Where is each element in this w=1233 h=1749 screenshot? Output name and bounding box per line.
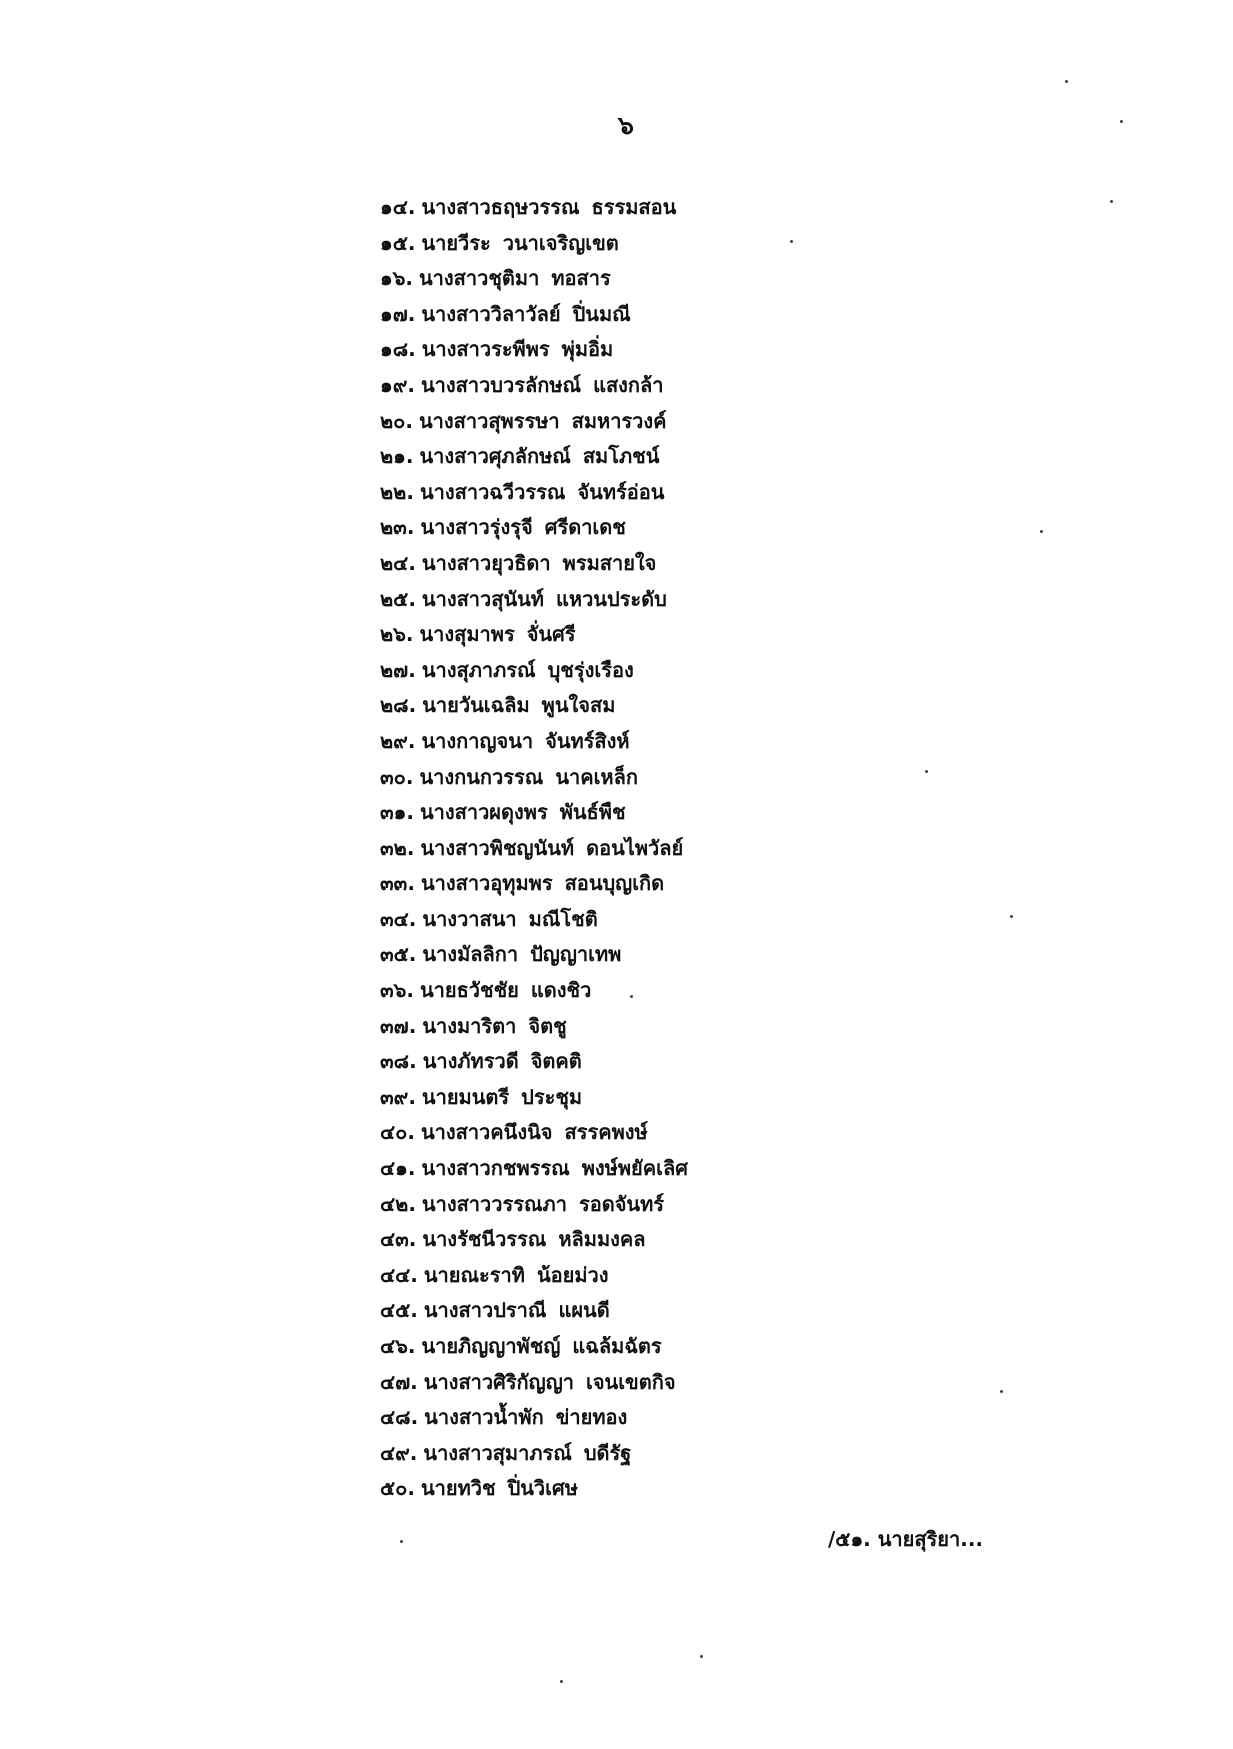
list-item [380, 1329, 688, 1365]
item-last-name: น้อยม่วง [536, 1262, 609, 1287]
item-number: ๒๓. [380, 515, 415, 540]
item-number: ๔๙. [380, 1440, 418, 1465]
item-first-name: นางสาวคนึงนิจ [420, 1120, 553, 1145]
item-last-name: สมโภชน์ [582, 444, 660, 469]
item-number: ๑๖. [380, 266, 413, 291]
list-item [380, 439, 688, 475]
item-first-name: นางสาวปราณี [423, 1298, 547, 1323]
item-number: ๒๒. [380, 479, 414, 504]
item-number: ๓๖. [380, 978, 414, 1003]
item-number: ๓๒. [380, 835, 415, 860]
item-last-name: สอนบุญเกิด [564, 871, 665, 896]
scan-speck [1110, 200, 1113, 203]
item-first-name: นายวีระ [421, 230, 491, 255]
scan-speck [1120, 120, 1123, 123]
item-last-name: จิตชู [528, 1013, 567, 1038]
item-first-name: นางสาวกชพรรณ [421, 1156, 570, 1181]
list-item [380, 1400, 688, 1436]
scan-speck [1040, 530, 1043, 533]
list-item [380, 795, 688, 831]
item-last-name: ธรรมสอน [591, 195, 677, 219]
item-last-name: ทอสาร [551, 266, 611, 291]
item-last-name: พงษ์พยัคเลิศ [581, 1156, 688, 1181]
item-first-name: นางสาวอุทุมพร [420, 871, 553, 896]
list-item [380, 261, 688, 297]
item-first-name: นางสาววิลาวัลย์ [421, 301, 561, 326]
list-item [380, 617, 688, 653]
scan-speck [790, 240, 793, 243]
item-number: ๒๙. [380, 728, 416, 753]
item-last-name: จิตคติ [530, 1049, 582, 1074]
item-number: ๒๗. [380, 657, 416, 682]
item-last-name: บุชรุ่งเรือง [547, 657, 634, 682]
list-item [380, 724, 688, 760]
item-last-name: แหวนประดับ [556, 586, 667, 611]
item-last-name: สรรคพงษ์ [564, 1120, 648, 1145]
item-first-name: นางสาวระพีพร [421, 337, 550, 362]
item-first-name: นางสาวผดุงพร [419, 800, 548, 825]
scan-speck [400, 1540, 403, 1543]
item-last-name: ข่ายทอง [555, 1405, 628, 1430]
list-item [380, 1080, 688, 1116]
item-number: ๔๗. [380, 1369, 418, 1394]
list-item [380, 866, 688, 902]
scan-speck [560, 1680, 563, 1683]
item-first-name: นางภัทรวดี [422, 1049, 519, 1074]
item-first-name: นายธวัชชัย [419, 978, 519, 1003]
item-number: ๓๐. [380, 764, 414, 789]
item-first-name: นางสาวศุภลักษณ์ [419, 444, 571, 469]
item-first-name: นางวาสนา [422, 906, 517, 931]
list-item [380, 1365, 688, 1401]
item-first-name: นางสุมาพร [419, 622, 515, 647]
list-item [380, 546, 688, 582]
item-last-name: จันทร์อ่อน [577, 479, 665, 504]
name-list [380, 190, 688, 1507]
item-number: ๔๐. [380, 1120, 415, 1145]
continuation-note: /๕๑. นายสุริยา... [828, 1527, 984, 1551]
item-number: ๔๒. [380, 1191, 416, 1216]
item-last-name: ปิ่นมณี [572, 301, 631, 326]
item-last-name: ปัญญาเทพ [530, 942, 622, 967]
item-first-name: นางสาววรรณภา [421, 1191, 567, 1216]
list-item [380, 653, 688, 689]
item-last-name: แดงชิว [530, 978, 592, 1003]
item-number: ๓๗. [380, 1013, 417, 1038]
item-last-name: นาคเหล็ก [555, 764, 638, 789]
item-number: ๒๔. [380, 550, 416, 575]
item-first-name: นายทวิช [420, 1476, 496, 1501]
item-last-name: จันทร์สิงห์ [545, 728, 630, 753]
item-last-name: บดีรัฐ [583, 1440, 632, 1465]
item-number: ๔๖. [380, 1334, 416, 1358]
item-number: ๓๙. [380, 1084, 416, 1109]
list-item [380, 831, 688, 867]
list-item [380, 1151, 688, 1187]
item-number: ๔๓. [380, 1227, 417, 1252]
item-last-name: มณีโชติ [528, 906, 598, 931]
item-number: ๑๘. [380, 337, 416, 362]
list-item [380, 1187, 688, 1223]
item-first-name: นางสาวธฤษวรรณ [421, 195, 580, 219]
list-item [380, 1222, 688, 1258]
item-last-name: รอดจันทร์ [578, 1191, 665, 1216]
list-item [380, 404, 688, 440]
list-item [380, 688, 688, 724]
list-item [380, 973, 688, 1009]
item-first-name: นายมนตรี [421, 1084, 510, 1109]
item-first-name: นางสาวพิชญนันท์ [420, 835, 575, 860]
list-item [380, 1471, 688, 1507]
item-number: ๔๕. [380, 1298, 418, 1323]
item-last-name: แฉล้มฉัตร [572, 1334, 662, 1358]
item-number: ๓๕. [380, 942, 417, 967]
list-item [380, 297, 688, 333]
scan-speck [630, 995, 633, 998]
item-first-name: นางสาวฉวีวรรณ [419, 479, 566, 504]
item-first-name: นางกาญจนา [421, 728, 534, 753]
list-item [380, 760, 688, 796]
item-first-name: นางสาวน้ำพัก [424, 1405, 544, 1430]
item-number: ๒๖. [380, 622, 414, 647]
item-first-name: นางสาวสุมาภรณ์ [423, 1440, 572, 1465]
item-first-name: นางสุภาภรณ์ [421, 657, 536, 682]
scan-speck [700, 1655, 703, 1658]
item-last-name: วนาเจริญเขต [502, 230, 619, 255]
item-first-name: นายณะราทิ [423, 1262, 525, 1287]
list-item [380, 332, 688, 368]
list-item [380, 937, 688, 973]
item-number: ๓๓. [380, 871, 415, 896]
item-last-name: แผนดี [558, 1298, 610, 1323]
page-number: ๖ [618, 111, 634, 140]
item-first-name: นางสาวยุวธิดา [421, 550, 551, 575]
list-item [380, 475, 688, 511]
item-number: ๔๑. [380, 1156, 416, 1181]
item-first-name: นางกนกวรรณ [419, 764, 544, 789]
list-item [380, 582, 688, 618]
item-number: ๓๔. [380, 906, 417, 931]
list-item [380, 226, 688, 262]
item-first-name: นางสาวสุพรรษา [419, 408, 560, 433]
scan-speck [1000, 1390, 1003, 1393]
item-last-name: จั่นศรี [526, 622, 576, 647]
list-item [380, 368, 688, 404]
item-number: ๓๘. [380, 1049, 417, 1074]
item-number: ๑๔. [380, 195, 416, 219]
list-item [380, 1115, 688, 1151]
item-number: ๒๑. [380, 444, 414, 469]
item-last-name: พูนใจสม [541, 693, 616, 718]
item-first-name: นางสาวสุนันท์ [421, 586, 544, 611]
item-number: ๒๐. [380, 408, 413, 433]
item-last-name: พุ่มอิ่ม [561, 337, 614, 362]
item-first-name: นางมัลลิกา [422, 942, 519, 967]
item-last-name: หลิมมงคล [558, 1227, 646, 1252]
item-number: ๑๙. [380, 372, 415, 397]
item-first-name: นางมาริตา [422, 1013, 517, 1038]
item-number: ๒๘. [380, 693, 417, 718]
item-number: ๑๗. [380, 301, 416, 326]
list-item [380, 1293, 688, 1329]
list-item [380, 902, 688, 938]
scan-speck [1010, 915, 1013, 918]
scan-speck [925, 770, 928, 773]
item-last-name: ปิ่นวิเศษ [507, 1476, 578, 1501]
item-first-name: นายภิญญาพัชญ์ [421, 1334, 561, 1358]
item-number: ๓๑. [380, 800, 414, 825]
item-last-name: พรมสายใจ [562, 550, 657, 575]
list-item [380, 190, 688, 226]
item-number: ๒๕. [380, 586, 416, 611]
item-last-name: สมหารวงค์ [571, 408, 667, 433]
scan-speck [1065, 80, 1068, 83]
item-first-name: นางรัชนีวรรณ [422, 1227, 547, 1252]
list-item [380, 1436, 688, 1472]
item-number: ๑๕. [380, 230, 416, 255]
item-first-name: นางสาวรุ่งรุจี [420, 515, 533, 540]
list-item [380, 1044, 688, 1080]
item-number: ๔๔. [380, 1262, 418, 1287]
item-last-name: แสงกล้า [593, 372, 664, 397]
item-first-name: นายวันเฉลิม [422, 693, 530, 718]
item-last-name: ดอนไพวัลย์ [586, 835, 684, 860]
item-first-name: นางสาวศิริกัญญา [423, 1369, 574, 1394]
item-last-name: พันธ์พืช [559, 800, 626, 825]
item-number: ๕๐. [380, 1476, 415, 1501]
item-number: ๔๘. [380, 1405, 419, 1430]
list-item [380, 510, 688, 546]
item-last-name: ประชุม [521, 1084, 583, 1109]
list-item [380, 1258, 688, 1294]
item-first-name: นางสาวชุติมา [419, 266, 540, 291]
item-last-name: เจนเขตกิจ [585, 1369, 676, 1394]
item-last-name: ศรีดาเดช [544, 515, 626, 540]
item-first-name: นางสาวบวรลักษณ์ [420, 372, 582, 397]
list-item [380, 1009, 688, 1045]
